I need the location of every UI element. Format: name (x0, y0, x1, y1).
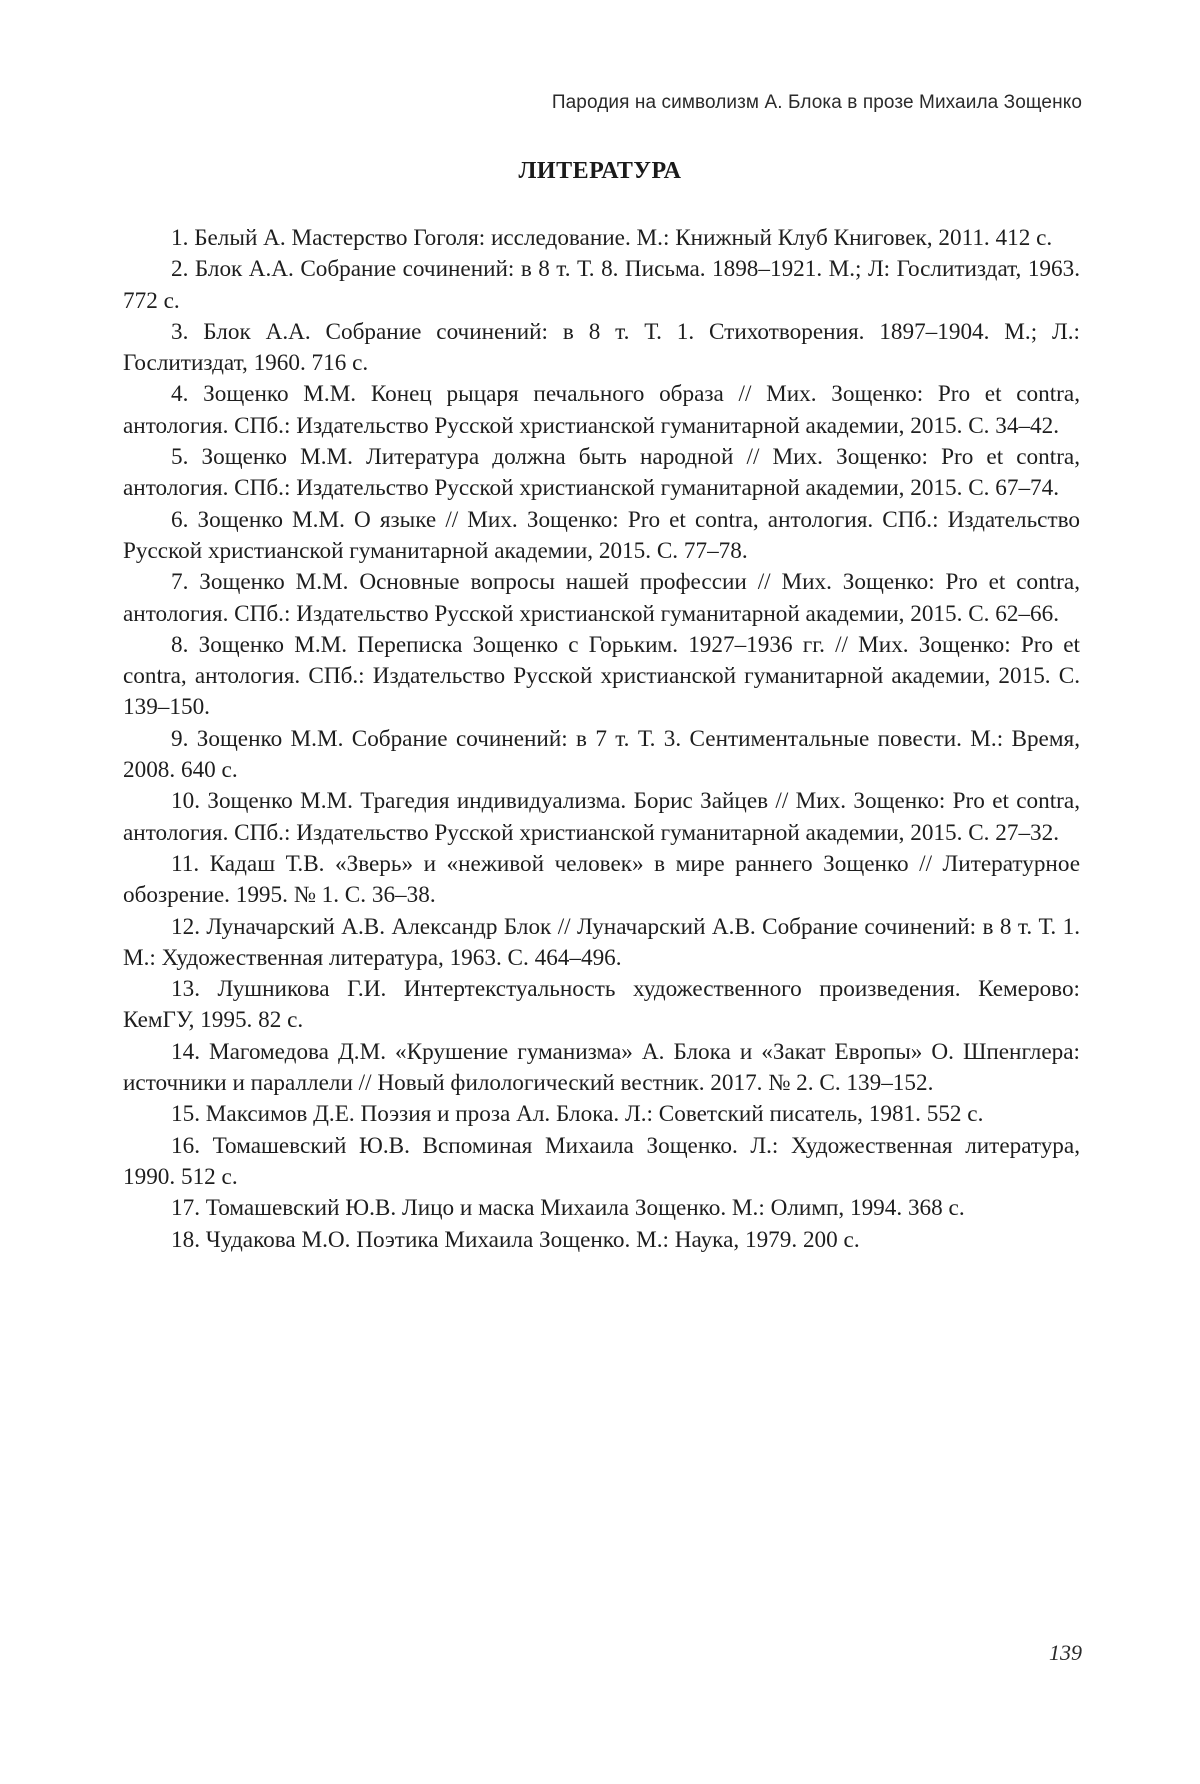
reference-item-4: 4. Зощенко М.М. Конец рыцаря печального образа // Мих. Зощенко: Pro et contra, антология. СПб.: Издательство Русской христианской гуманитарной академии, 2015. С. 34–42. (123, 381, 1080, 439)
reference-item-5: 5. Зощенко М.М. Литература должна быть народной // Мих. Зощенко: Pro et contra, антология. СПб.: Издательство Русской христианской гуманитарной академии, 2015. С. 67–74. (123, 444, 1080, 502)
reference-item-2: 2. Блок А.А. Собрание сочинений: в 8 т. Т. 8. Письма. 1898–1921. М.; Л: Гослитиздат, 1963. 772 с. (123, 256, 1080, 314)
reference-item-7: 7. Зощенко М.М. Основные вопросы нашей профессии // Мих. Зощенко: Pro et contra, антология. СПб.: Издательство Русской христианской гуманитарной академии, 2015. С. 62–66. (123, 569, 1080, 627)
reference-item-11: 11. Кадаш Т.В. «Зверь» и «неживой человек» в мире раннего Зощенко // Литературное обозрение. 1995. № 1. С. 36–38. (123, 850, 1080, 909)
reference-item-9: 9. Зощенко М.М. Собрание сочинений: в 7 т. Т. 3. Сентиментальные повести. М.: Время, 2008. 640 с. (123, 725, 1080, 784)
running-header: Пародия на символизм А. Блока в прозе Михаила Зощенко (551, 92, 1082, 113)
reference-list (123, 223, 1080, 1256)
section-title: ЛИТЕРАТУРА (518, 158, 682, 184)
reference-item-3: 3. Блок А.А. Собрание сочинений: в 8 т. Т. 1. Стихотворения. 1897–1904. М.; Л.: Гослитиздат, 1960. 716 с. (123, 318, 1080, 377)
reference-item-18: 18. Чудакова М.О. Поэтика Михаила Зощенко. М.: Наука, 1979. 200 с. (171, 1226, 860, 1253)
reference-item-8: 8. Зощенко М.М. Переписка Зощенко с Горьким. 1927–1936 гг. // Мих. Зощенко: Pro et contra, антология. СПб.: Издательство Русской христианской гуманитарной академии, 2015. С. 139–150. (123, 631, 1080, 721)
reference-item-6: 6. Зощенко М.М. О языке // Мих. Зощенко: Pro et contra, антология. СПб.: Издательство Русской христианской гуманитарной академии, 2015. С. 77–78. (123, 506, 1080, 564)
reference-item-17: 17. Томашевский Ю.В. Лицо и маска Михаила Зощенко. М.: Олимп, 1994. 368 с. (171, 1195, 965, 1222)
reference-item-12: 12. Луначарский А.В. Александр Блок // Луначарский А.В. Собрание сочинений: в 8 т. Т. 1. М.: Художественная литература, 1963. С. 464–496. (123, 913, 1080, 971)
page-number: 139 (1049, 1640, 1082, 1665)
reference-item-13: 13. Лушникова Г.И. Интертекстуальность художественного произведения. Кемерово: КемГУ, 1995. 82 с. (123, 976, 1080, 1034)
reference-item-1: 1. Белый А. Мастерство Гоголя: исследование. М.: Книжный Клуб Книговек, 2011. 412 с. (171, 225, 1053, 251)
reference-item-10: 10. Зощенко М.М. Трагедия индивидуализма. Борис Зайцев // Мих. Зощенко: Pro et contra, антология. СПб.: Издательство Русской христианской гуманитарной академии, 2015. С. 27–32. (123, 788, 1080, 846)
reference-item-14: 14. Магомедова Д.М. «Крушение гуманизма» А. Блока и «Закат Европы» О. Шпенглера: источники и параллели // Новый филологический вестник. 2017. № 2. С. 139–152. (123, 1038, 1080, 1097)
reference-item-16: 16. Томашевский Ю.В. Вспоминая Михаила Зощенко. Л.: Художественная литература, 1990. 512 с. (123, 1132, 1080, 1190)
reference-item-15: 15. Максимов Д.Е. Поэзия и проза Ал. Блока. Л.: Советский писатель, 1981. 552 с. (171, 1101, 984, 1128)
